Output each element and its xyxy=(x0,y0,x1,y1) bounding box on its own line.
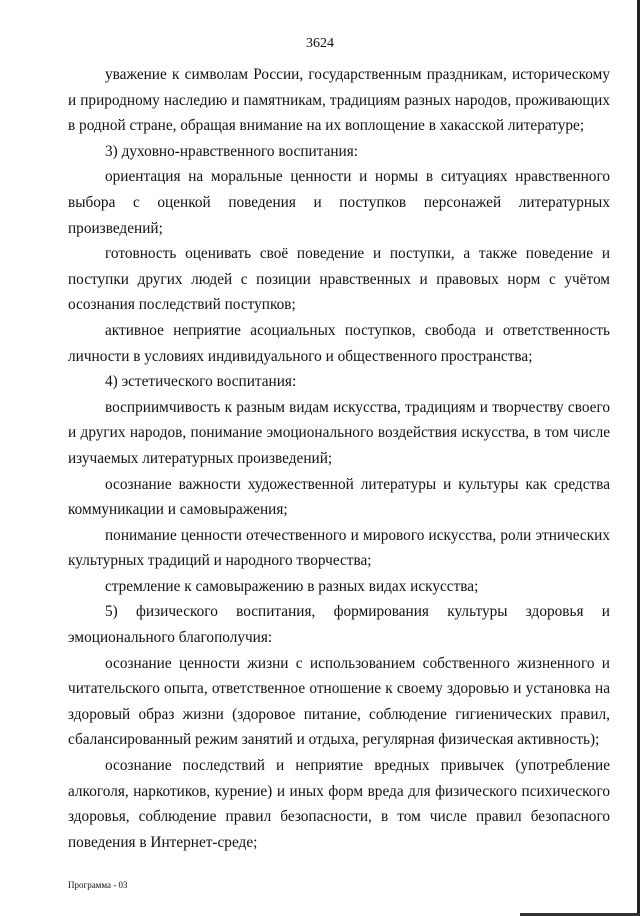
paragraph: осознание последствий и неприятие вредных привычек (употребление алкоголя, наркотиков, курение) и иных форм вреда для физического психического здоровья, соблюдение правил безопасности, в том числе правил безопасного поведения в Интернет-среде; xyxy=(68,757,610,851)
paragraph: готовность оценивать своё поведение и поступки, а также поведение и поступки других людей с позиции нравственных и правовых норм с учётом осознания последствий поступков; xyxy=(68,245,610,314)
paragraph: осознание важности художественной литературы и культуры как средства коммуникации и самовыражения; xyxy=(68,475,610,519)
document-body xyxy=(68,62,610,855)
paragraph: стремление к самовыражению в разных видах искусства; xyxy=(105,577,479,595)
page-number: 3624 xyxy=(306,36,334,51)
section-heading: 4) эстетического воспитания: xyxy=(105,373,297,391)
paragraph: осознание ценности жизни с использованием собственного жизненного и читательского опыта, ответственное отношение к своему здоровью и установка на здоровый образ жизни (здоровое питание, соблюдение гигиенических правил, сбалансированный режим занятий и отдыха, регулярная физическая активность); xyxy=(68,654,610,749)
section-heading: 3) духовно-нравственного воспитания: xyxy=(105,142,359,160)
section-heading: 5) физического воспитания, формирования культуры здоровья и эмоционального благополучия: xyxy=(68,603,610,647)
paragraph: ориентация на моральные ценности и нормы в ситуациях нравственного выбора с оценкой поведения и поступков персонажей литературных произведений; xyxy=(68,168,610,237)
paragraph: уважение к символам России, государственным праздникам, историческому и природному наследию и памятникам, традициям разных народов, проживающих в родной стране, обращая внимание на их воплощение в хакасской литературе; xyxy=(68,66,610,135)
paragraph: восприимчивость к разным видам искусства, традициям и творчеству своего и других народов, понимание эмоционального воздействия искусства, в том числе изучаемых литературных произведений; xyxy=(68,398,610,467)
footer-label: Программа - 03 xyxy=(68,880,128,890)
paragraph: понимание ценности отечественного и мирового искусства, роли этнических культурных традиций и народного творчества; xyxy=(68,526,610,570)
paragraph: активное неприятие асоциальных поступков, свобода и ответственность личности в условиях индивидуального и общественного пространства; xyxy=(68,321,610,365)
